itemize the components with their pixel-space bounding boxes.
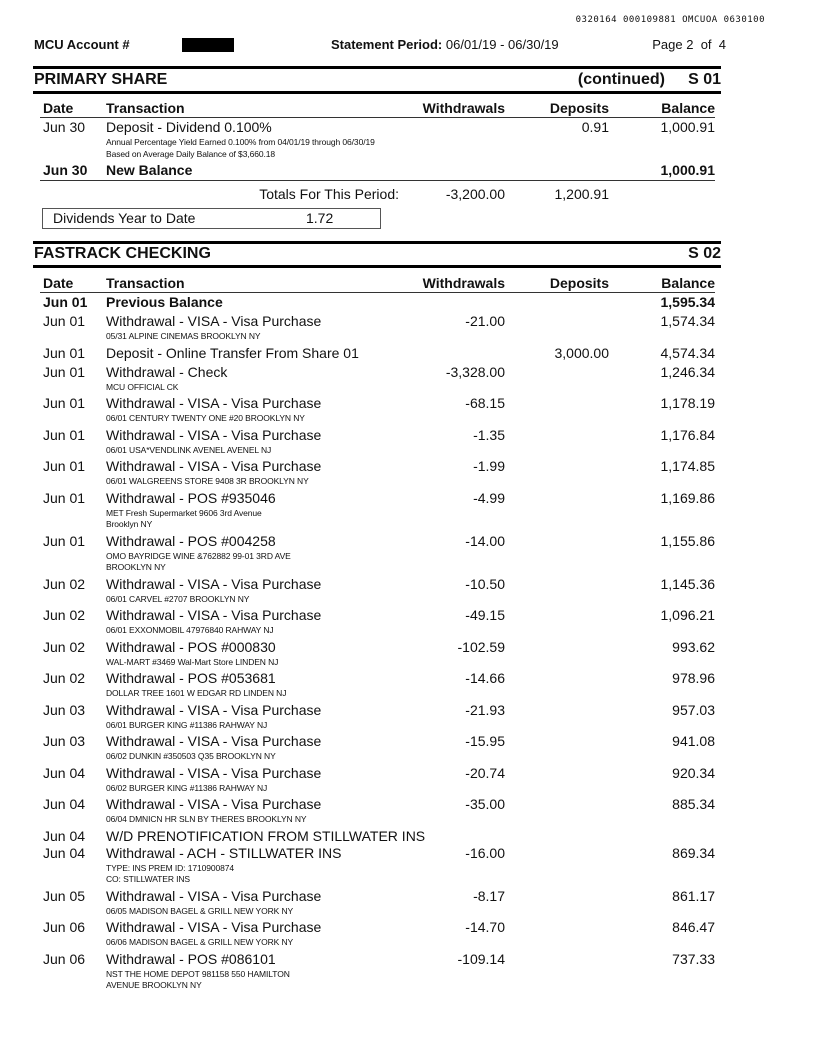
- dividends-value: 1.72: [306, 210, 334, 226]
- transaction-row: [0, 638, 816, 670]
- transaction-row: [0, 363, 816, 395]
- transaction-detail: 06/04 DMNICN HR SLN BY THERES BROOKLYN NY: [106, 814, 307, 824]
- withdrawal-amount: -8.17: [473, 887, 505, 904]
- page-number: Page 2 of 4: [652, 37, 726, 52]
- transaction-row: [0, 732, 816, 764]
- transaction-detail: AVENUE BROOKLYN NY: [106, 980, 202, 990]
- transaction-row: [0, 887, 816, 919]
- transaction-row: [0, 457, 816, 489]
- transaction-date: Jun 01: [43, 458, 86, 474]
- transaction-date: Jun 03: [43, 733, 86, 749]
- balance-amount: 1,176.84: [660, 426, 715, 443]
- balance-amount: 1,169.86: [660, 489, 715, 506]
- section-title: FASTRACK CHECKING: [34, 245, 211, 262]
- col-balance: Balance: [661, 100, 715, 116]
- balance-amount: 846.47: [672, 919, 715, 935]
- transaction-row: [0, 950, 816, 993]
- transaction-detail: Annual Percentage Yield Earned 0.100% from 04/01/19 through 06/30/19: [106, 137, 375, 147]
- transaction-detail: OMO BAYRIDGE WINE &762882 99-01 3RD AVE: [106, 550, 291, 561]
- transaction-description: Withdrawal - Check: [106, 363, 228, 380]
- dividends-ytd-box: [42, 208, 381, 229]
- transaction-description: Withdrawal - VISA - Visa Purchase: [106, 607, 322, 623]
- transaction-detail: CO: STILLWATER INS: [106, 874, 190, 884]
- transaction-row: [0, 344, 816, 363]
- transaction-row: [0, 161, 816, 180]
- transaction-date: Jun 06: [43, 950, 86, 967]
- transaction-row: [0, 293, 816, 312]
- transaction-description: W/D PRENOTIFICATION FROM STILLWATER INS: [106, 827, 426, 844]
- deposit-amount: 0.91: [581, 119, 609, 135]
- balance-amount: 1,174.85: [660, 458, 715, 474]
- transaction-row: [0, 312, 816, 344]
- col-balance: Balance: [661, 275, 715, 291]
- transaction-description: Previous Balance: [106, 294, 223, 310]
- transaction-date: Jun 30: [43, 162, 88, 178]
- withdrawal-amount: -20.74: [465, 764, 505, 781]
- transaction-date: Jun 02: [43, 575, 86, 592]
- withdrawal-amount: -14.70: [465, 919, 505, 935]
- balance-amount: 978.96: [672, 670, 715, 686]
- transaction-row: [0, 701, 816, 733]
- balance-amount: 869.34: [672, 844, 715, 861]
- transaction-date: Jun 01: [43, 313, 86, 329]
- withdrawal-amount: -15.95: [465, 733, 505, 749]
- transaction-row: [0, 795, 816, 827]
- transaction-date: Jun 04: [43, 827, 86, 844]
- withdrawal-amount: -3,328.00: [445, 363, 505, 380]
- divider: [33, 241, 721, 244]
- dividends-label: Dividends Year to Date: [53, 210, 196, 226]
- transaction-description: Withdrawal - VISA - Visa Purchase: [106, 764, 322, 781]
- transaction-row: [0, 118, 816, 161]
- transaction-description: Withdrawal - VISA - Visa Purchase: [106, 701, 322, 718]
- balance-amount: 920.34: [672, 764, 715, 781]
- totals-label: Totals For This Period:: [259, 186, 399, 202]
- redacted-account-number: [182, 38, 234, 52]
- transaction-detail: 06/01 EXXONMOBIL 47976840 RAHWAY NJ: [106, 625, 274, 635]
- transaction-description: Withdrawal - VISA - Visa Purchase: [106, 395, 322, 411]
- withdrawal-amount: -1.99: [473, 458, 505, 474]
- transaction-date: Jun 04: [43, 764, 86, 781]
- transaction-description: Deposit - Online Transfer From Share 01: [106, 344, 359, 361]
- balance-amount: 993.62: [672, 638, 715, 655]
- transaction-detail: 06/01 CARVEL #2707 BROOKLYN NY: [106, 593, 250, 604]
- balance-amount: 1,178.19: [660, 395, 715, 411]
- transaction-detail: DOLLAR TREE 1601 W EDGAR RD LINDEN NJ: [106, 688, 287, 698]
- col-transaction: Transaction: [106, 275, 185, 291]
- transaction-description: Withdrawal - VISA - Visa Purchase: [106, 313, 322, 329]
- col-transaction: Transaction: [106, 100, 185, 116]
- col-withdrawals: Withdrawals: [422, 275, 505, 291]
- transaction-detail: MET Fresh Supermarket 9606 3rd Avenue: [106, 507, 262, 518]
- transaction-date: Jun 05: [43, 887, 86, 904]
- balance-amount: 957.03: [672, 701, 715, 718]
- transaction-detail: Brooklyn NY: [106, 519, 153, 529]
- transaction-row: [0, 669, 816, 701]
- transaction-description: Deposit - Dividend 0.100%: [106, 119, 272, 135]
- balance-amount: 4,574.34: [660, 344, 715, 361]
- period-label: Statement Period:: [331, 37, 443, 52]
- withdrawal-amount: -10.50: [465, 575, 505, 592]
- transaction-description: Withdrawal - POS #004258: [106, 532, 276, 549]
- totals-deposits: 1,200.91: [554, 186, 609, 202]
- transaction-description: Withdrawal - VISA - Visa Purchase: [106, 426, 322, 443]
- divider: [33, 265, 721, 268]
- transaction-description: Withdrawal - VISA - Visa Purchase: [106, 887, 322, 904]
- transaction-detail: MCU OFFICIAL CK: [106, 381, 179, 392]
- totals-withdrawals: -3,200.00: [445, 186, 505, 202]
- balance-amount: 885.34: [672, 796, 715, 812]
- statement-period: [331, 37, 559, 52]
- balance-amount: 1,246.34: [660, 363, 715, 380]
- transaction-detail: NST THE HOME DEPOT 981158 550 HAMILTON: [106, 968, 290, 979]
- transaction-date: Jun 04: [43, 796, 86, 812]
- col-deposits: Deposits: [549, 275, 609, 291]
- transaction-detail: 06/02 BURGER KING #11386 RAHWAY NJ: [106, 782, 268, 793]
- section-code: S 01: [688, 71, 721, 88]
- transaction-detail: 06/02 DUNKIN #350503 Q35 BROOKLYN NY: [106, 751, 276, 761]
- transaction-description: Withdrawal - VISA - Visa Purchase: [106, 733, 322, 749]
- transaction-description: Withdrawal - VISA - Visa Purchase: [106, 796, 322, 812]
- section-title: PRIMARY SHARE: [34, 71, 168, 88]
- transaction-detail: 06/01 USA*VENDLINK AVENEL AVENEL NJ: [106, 444, 272, 455]
- transaction-description: Withdrawal - POS #086101: [106, 950, 276, 967]
- transaction-date: Jun 02: [43, 638, 86, 655]
- transaction-description: Withdrawal - VISA - Visa Purchase: [106, 575, 322, 592]
- period-value: 06/01/19 - 06/30/19: [445, 37, 559, 52]
- balance-amount: 1,155.86: [660, 532, 715, 549]
- transaction-date: Jun 06: [43, 919, 86, 935]
- transaction-row: [0, 394, 816, 426]
- transaction-date: Jun 30: [43, 119, 86, 135]
- col-withdrawals: Withdrawals: [422, 100, 505, 116]
- balance-amount: 1,096.21: [660, 607, 715, 623]
- transaction-date: Jun 02: [43, 670, 86, 686]
- balance-amount: 737.33: [672, 950, 715, 967]
- transaction-description: Withdrawal - VISA - Visa Purchase: [106, 919, 322, 935]
- withdrawal-amount: -14.00: [465, 532, 505, 549]
- checking-rows: [0, 293, 816, 993]
- transaction-row: [0, 764, 816, 796]
- transaction-date: Jun 03: [43, 701, 86, 718]
- balance-amount: 1,145.36: [660, 575, 715, 592]
- transaction-description: Withdrawal - VISA - Visa Purchase: [106, 458, 322, 474]
- transaction-detail: 06/01 WALGREENS STORE 9408 3R BROOKLYN NY: [106, 476, 309, 486]
- account-label: MCU Account #: [34, 37, 130, 52]
- balance-amount: 941.08: [672, 733, 715, 749]
- divider: [40, 180, 715, 181]
- transaction-description: New Balance: [106, 162, 193, 178]
- withdrawal-amount: -35.00: [465, 796, 505, 812]
- transaction-date: Jun 04: [43, 844, 86, 861]
- deposit-amount: 3,000.00: [554, 344, 609, 361]
- transaction-row: [0, 918, 816, 950]
- transaction-row: [0, 489, 816, 532]
- col-date: Date: [43, 100, 74, 116]
- transaction-row: [0, 426, 816, 458]
- col-date: Date: [43, 275, 74, 291]
- withdrawal-amount: -21.93: [465, 701, 505, 718]
- withdrawal-amount: -21.00: [465, 313, 505, 329]
- withdrawal-amount: -14.66: [465, 670, 505, 686]
- transaction-row: [0, 606, 816, 638]
- balance-amount: 1,000.91: [660, 162, 715, 178]
- transaction-date: Jun 01: [43, 363, 86, 380]
- transaction-detail: 06/01 CENTURY TWENTY ONE #20 BROOKLYN NY: [106, 413, 305, 423]
- transaction-row: [0, 575, 816, 607]
- transaction-detail: TYPE: INS PREM ID: 1710900874: [106, 862, 234, 873]
- transaction-date: Jun 01: [43, 489, 86, 506]
- transaction-description: Withdrawal - POS #053681: [106, 670, 276, 686]
- withdrawal-amount: -102.59: [457, 638, 505, 655]
- transaction-detail: 06/06 MADISON BAGEL & GRILL NEW YORK NY: [106, 937, 294, 947]
- transaction-detail: Based on Average Daily Balance of $3,660.18: [106, 148, 275, 159]
- transaction-description: Withdrawal - POS #000830: [106, 638, 276, 655]
- transaction-date: Jun 01: [43, 294, 88, 310]
- divider: [33, 66, 721, 69]
- transaction-detail: 06/01 BURGER KING #11386 RAHWAY NJ: [106, 719, 268, 730]
- document-code: 0320164 000109881 OMCUOA 0630100: [575, 15, 765, 25]
- transaction-detail: 06/05 MADISON BAGEL & GRILL NEW YORK NY: [106, 905, 294, 916]
- transaction-date: Jun 01: [43, 426, 86, 443]
- col-deposits: Deposits: [549, 100, 609, 116]
- balance-amount: 1,574.34: [660, 313, 715, 329]
- withdrawal-amount: -49.15: [465, 607, 505, 623]
- balance-amount: 1,000.91: [660, 119, 715, 135]
- transaction-row: [0, 532, 816, 575]
- withdrawal-amount: -68.15: [465, 395, 505, 411]
- divider: [33, 91, 721, 94]
- balance-amount: 861.17: [672, 887, 715, 904]
- transaction-row: [0, 844, 816, 887]
- transaction-date: Jun 01: [43, 532, 86, 549]
- transaction-detail: WAL-MART #3469 Wal-Mart Store LINDEN NJ: [106, 656, 279, 667]
- withdrawal-amount: -109.14: [457, 950, 505, 967]
- primary-share-rows: [0, 118, 816, 180]
- transaction-detail: 05/31 ALPINE CINEMAS BROOKLYN NY: [106, 331, 261, 341]
- balance-amount: 1,595.34: [660, 294, 715, 310]
- transaction-date: Jun 01: [43, 395, 86, 411]
- withdrawal-amount: -16.00: [465, 844, 505, 861]
- transaction-description: Withdrawal - ACH - STILLWATER INS: [106, 844, 342, 861]
- withdrawal-amount: -1.35: [473, 426, 505, 443]
- transaction-description: Withdrawal - POS #935046: [106, 489, 276, 506]
- transaction-date: Jun 02: [43, 607, 86, 623]
- section-code: S 02: [688, 245, 721, 262]
- transaction-detail: BROOKLYN NY: [106, 562, 166, 572]
- withdrawal-amount: -4.99: [473, 489, 505, 506]
- transaction-date: Jun 01: [43, 344, 86, 361]
- continued-label: (continued): [577, 71, 665, 88]
